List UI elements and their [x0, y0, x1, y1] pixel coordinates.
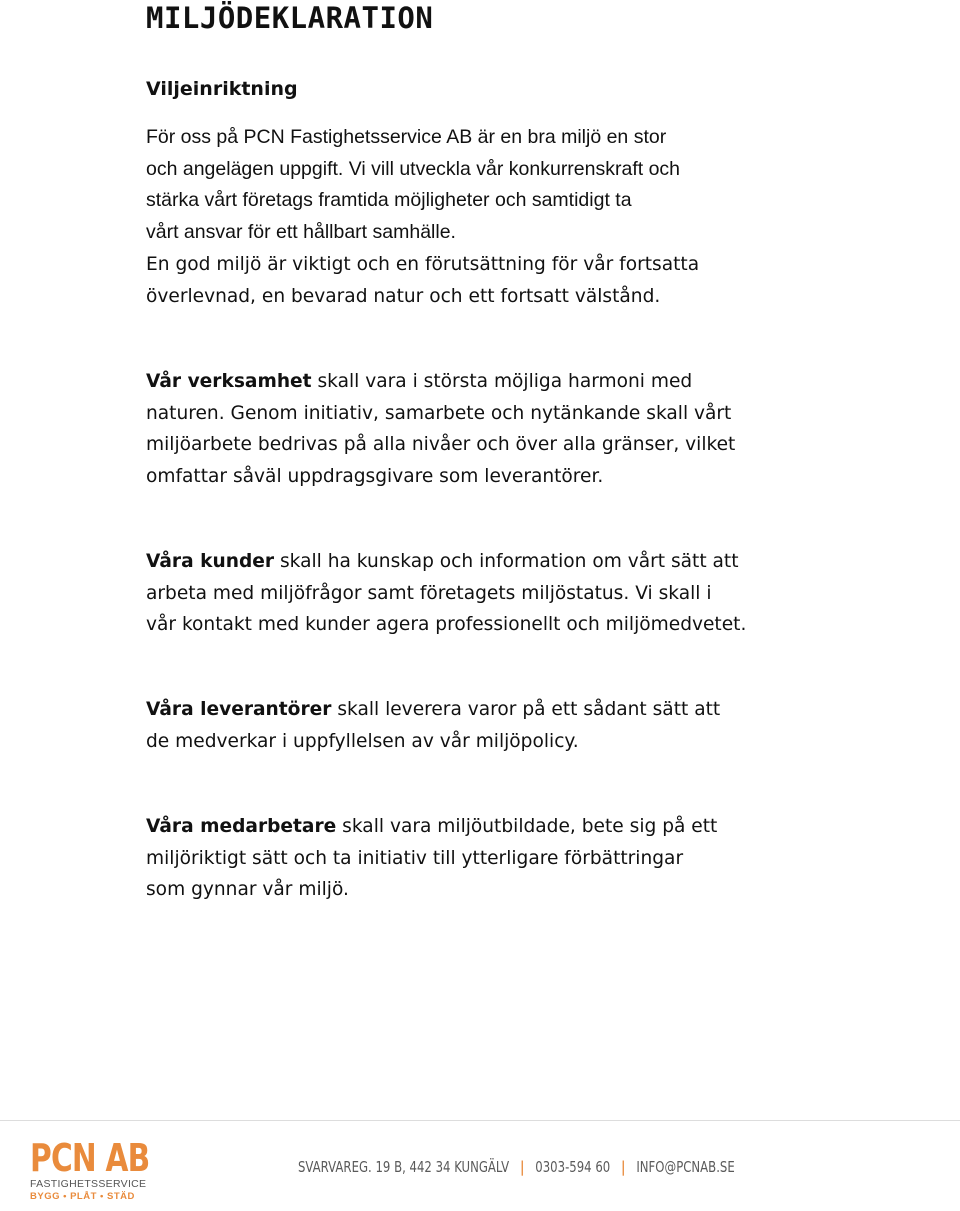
paragraph-line: miljöriktigt sätt och ta initiativ till ytterligare förbättringar [146, 847, 684, 869]
paragraph-lead: Våra kunder [146, 551, 275, 572]
footer-contact [298, 1158, 735, 1176]
intro-continuation-paragraph [146, 249, 826, 312]
footer-separator: | [621, 1158, 626, 1176]
paragraph-line: arbeta med miljöfrågor samt företagets miljöstatus. Vi skall i [146, 582, 712, 604]
paragraph-text: skall vara miljöutbildade, bete sig på ett [336, 816, 718, 837]
paragraph-line [146, 694, 826, 726]
paragraph-line [146, 546, 826, 578]
intro-line: stärka vårt företags framtida möjligheter och samtidigt ta [146, 189, 632, 212]
paragraph-line: de medverkar i uppfyllelsen av vår miljöpolicy. [146, 730, 579, 752]
paragraph-medarbetare [146, 811, 826, 906]
intro-line: vårt ansvar för ett hållbart samhälle. [146, 221, 456, 244]
paragraph-verksamhet [146, 366, 826, 493]
paragraph-line: miljöarbete bedrivas på alla nivåer och över alla gränser, vilket [146, 434, 736, 456]
paragraph-lead: Våra leverantörer [146, 699, 332, 720]
footer-phone: 0303-594 60 [535, 1158, 611, 1176]
logo-tagline: BYGG • PLÅT • STÄD [30, 1191, 135, 1202]
company-logo [30, 1136, 150, 1208]
paragraph-line: omfattar såväl uppdragsgivare som leverantörer. [146, 466, 604, 488]
paragraph-line [146, 366, 826, 398]
intro-line: För oss på PCN Fastighetsservice AB är en bra miljö en stor [146, 126, 667, 148]
intro-paragraph [146, 122, 826, 249]
paragraph-text: skall leverera varor på ett sådant sätt att [331, 699, 721, 720]
footer-email: INFO@PCNAB.SE [636, 1158, 735, 1176]
paragraph-text: skall vara i största möjliga harmoni med [311, 371, 693, 392]
paragraph-kunder [146, 546, 826, 641]
logo-wordmark: PCN AB [30, 1136, 150, 1180]
footer-separator: | [520, 1158, 525, 1176]
footer-address: SVARVAREG. 19 B, 442 34 KUNGÄLV [298, 1158, 510, 1176]
paragraph-lead: Vår verksamhet [146, 371, 312, 392]
paragraph-text: skall ha kunskap och information om vårt sätt att [274, 551, 739, 572]
paragraph-line: som gynnar vår miljö. [146, 879, 349, 901]
intro-line: och angelägen uppgift. Vi vill utveckla vår konkurrenskraft och [146, 157, 681, 180]
paragraph-line: naturen. Genom initiativ, samarbete och nytänkande skall vårt [146, 402, 732, 424]
intro-line: överlevnad, en bevarad natur och ett fortsatt välstånd. [146, 285, 661, 307]
paragraph-line [146, 811, 826, 843]
paragraph-lead: Våra medarbetare [146, 816, 337, 837]
paragraph-leverantorer [146, 694, 826, 757]
intro-line: En god miljö är viktigt och en förutsättning för vår fortsatta [146, 254, 700, 275]
section-heading-viljeinriktning: Viljeinriktning [146, 78, 298, 100]
logo-subtitle: FASTIGHETSSERVICE [30, 1178, 147, 1190]
footer-divider [0, 1120, 960, 1121]
paragraph-line: vår kontakt med kunder agera professionellt och miljömedvetet. [146, 614, 747, 636]
page-title: MILJÖDEKLARATION [146, 1, 434, 35]
